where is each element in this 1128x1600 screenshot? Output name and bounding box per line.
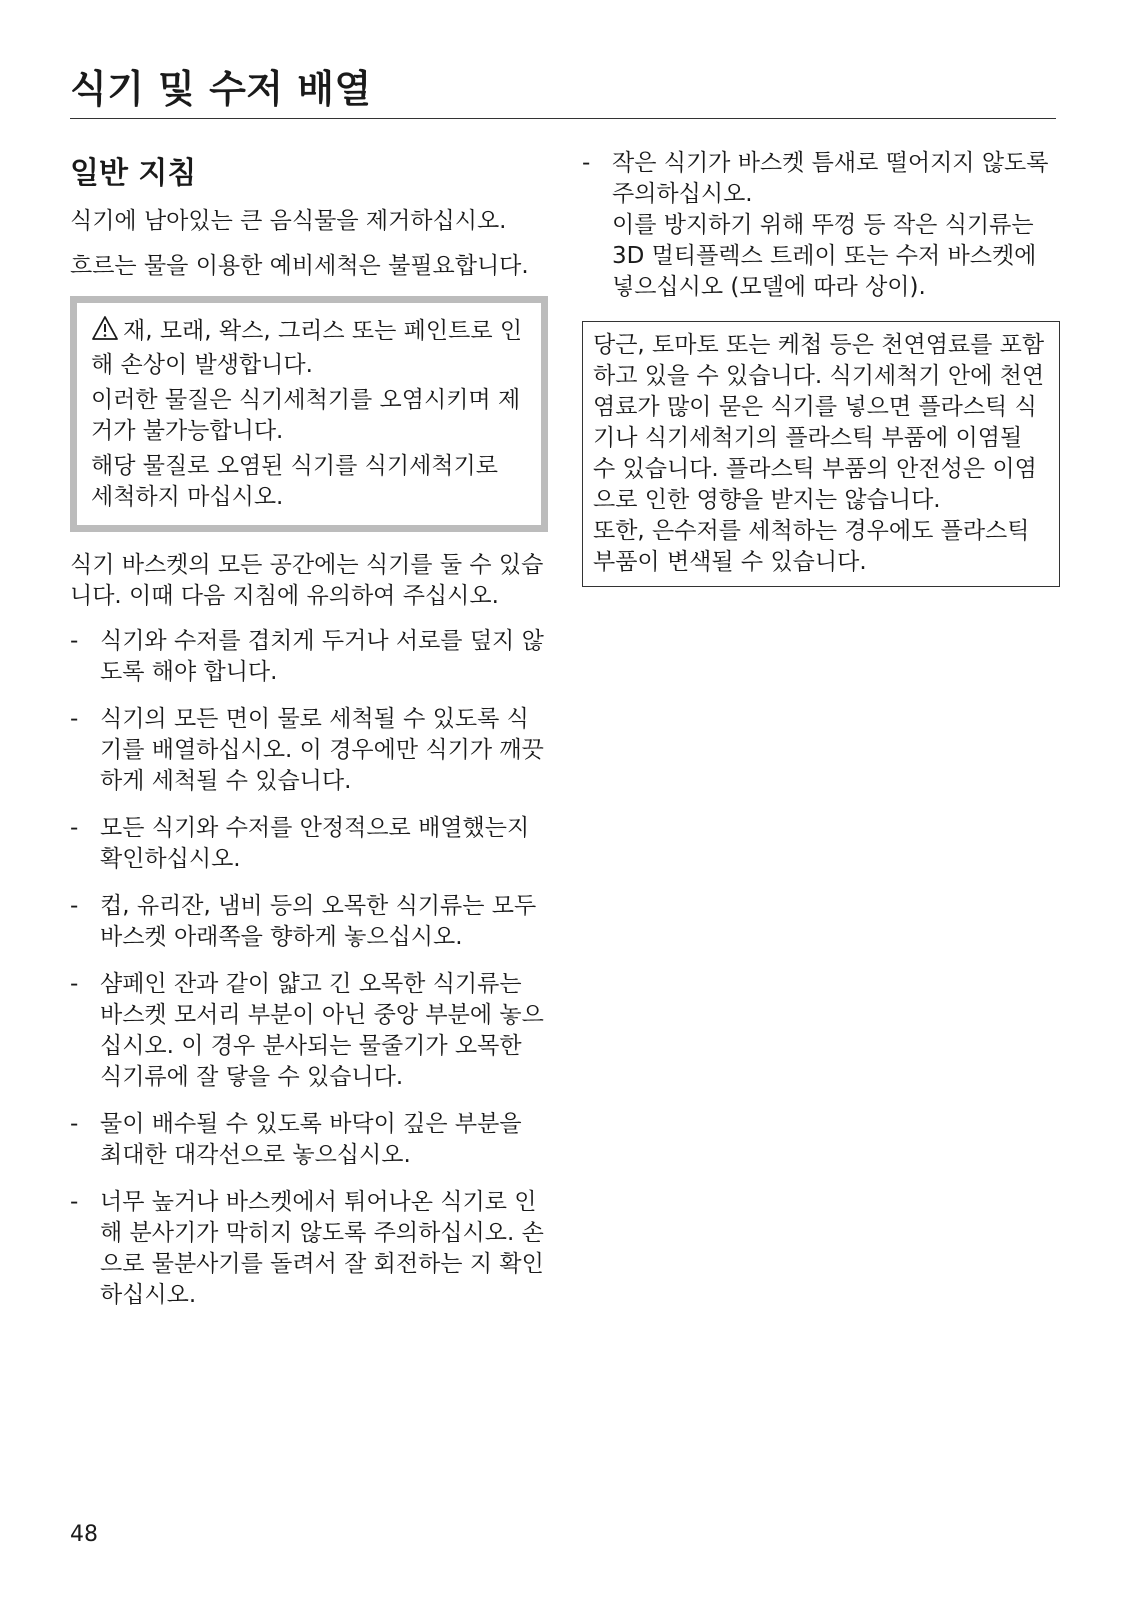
list-item: - 물이 배수될 수 있도록 바닥이 깊은 부분을 최대한 대각선으로 놓으십시오. <box>70 1111 522 1168</box>
right-column <box>582 148 1062 587</box>
list-item: - 식기의 모든 면이 물로 세척될 수 있도록 식기를 배열하십시오. 이 경우에만 식기가 깨끗하게 세척될 수 있습니다. <box>70 706 544 794</box>
note-line-1: 당근, 토마토 또는 케첩 등은 천연염료를 포함하고 있을 수 있습니다. 식기세척기 안에 천연염료가 많이 묻은 식기를 넣으면 플라스틱 식기나 식기세척기의 플라스틱 부품에 이염될 수 있습니다. 플라스틱 부품의 안전성은 이염으로 인한 영향을 받지는 않습니다. <box>593 332 1045 513</box>
warning-text-1: 재, 모래, 왁스, 그리스 또는 페인트로 인해 손상이 발생합니다. <box>91 318 523 378</box>
note-line-2: 또한, 은수저를 세척하는 경우에도 플라스틱 부품이 변색될 수 있습니다. <box>593 518 1030 575</box>
page-title: 식기 및 수저 배열 <box>70 67 372 111</box>
list-item: - 식기와 수저를 겹치게 두거나 서로를 덮지 않도록 해야 합니다. <box>70 628 544 685</box>
body-paragraph: 식기 바스켓의 모든 공간에는 식기를 둘 수 있습니다. 이때 다음 지침에 유의하여 주십시오. <box>70 552 544 609</box>
right-guideline-list <box>582 148 1062 303</box>
list-item: - 샴페인 잔과 같이 얇고 긴 오목한 식기류는 바스켓 모서리 부분이 아닌 중앙 부분에 놓으십시오. 이 경우 분사되는 물줄기가 오목한 식기류에 잘 닿을 수 있습니다. <box>70 971 544 1090</box>
list-item: - 너무 높거나 바스켓에서 튀어나온 식기로 인해 분사기가 막히지 않도록 주의하십시오. 손으로 물분사기를 돌려서 잘 회전하는 지 확인하십시오. <box>70 1189 544 1308</box>
right-bullet-continuation: 이를 방지하기 위해 뚜껑 등 작은 식기류는 3D 멀티플렉스 트레이 또는 수저 바스켓에 넣으십시오 (모델에 따라 상이). <box>612 212 1037 300</box>
guideline-list <box>70 626 548 1311</box>
page-number: 48 <box>70 1522 98 1547</box>
intro-paragraph-1: 식기에 남아있는 큰 음식물을 제거하십시오. <box>70 208 507 234</box>
note-box <box>582 321 1060 587</box>
warning-line-3: 해당 물질로 오염된 식기를 식기세척기로 세척하지 마십시오. <box>91 453 498 510</box>
warning-triangle-icon <box>91 315 119 350</box>
right-bullet-text: 작은 식기가 바스켓 틈새로 떨어지지 않도록 주의하십시오. <box>612 150 1049 207</box>
warning-box <box>70 296 548 532</box>
title-divider <box>70 118 1056 119</box>
left-column <box>70 148 548 1327</box>
intro-paragraph-2: 흐르는 물을 이용한 예비세척은 불필요합니다. <box>70 253 529 279</box>
warning-line-1 <box>91 315 527 381</box>
list-item: - 작은 식기가 바스켓 틈새로 떨어지지 않도록 주의하십시오. 이를 방지하기 위해 뚜껑 등 작은 식기류는 3D 멀티플렉스 트레이 또는 수저 바스켓에 넣으십시오 (모델에 따라 상이). <box>582 148 1062 303</box>
list-item: - 모든 식기와 수저를 안정적으로 배열했는지 확인하십시오. <box>70 815 530 872</box>
section-heading: 일반 지침 <box>70 156 197 191</box>
list-item: - 컵, 유리잔, 냄비 등의 오목한 식기류는 모두 바스켓 아래쪽을 향하게 놓으십시오. <box>70 893 537 950</box>
warning-line-2: 이러한 물질은 식기세척기를 오염시키며 제거가 불가능합니다. <box>91 387 521 444</box>
